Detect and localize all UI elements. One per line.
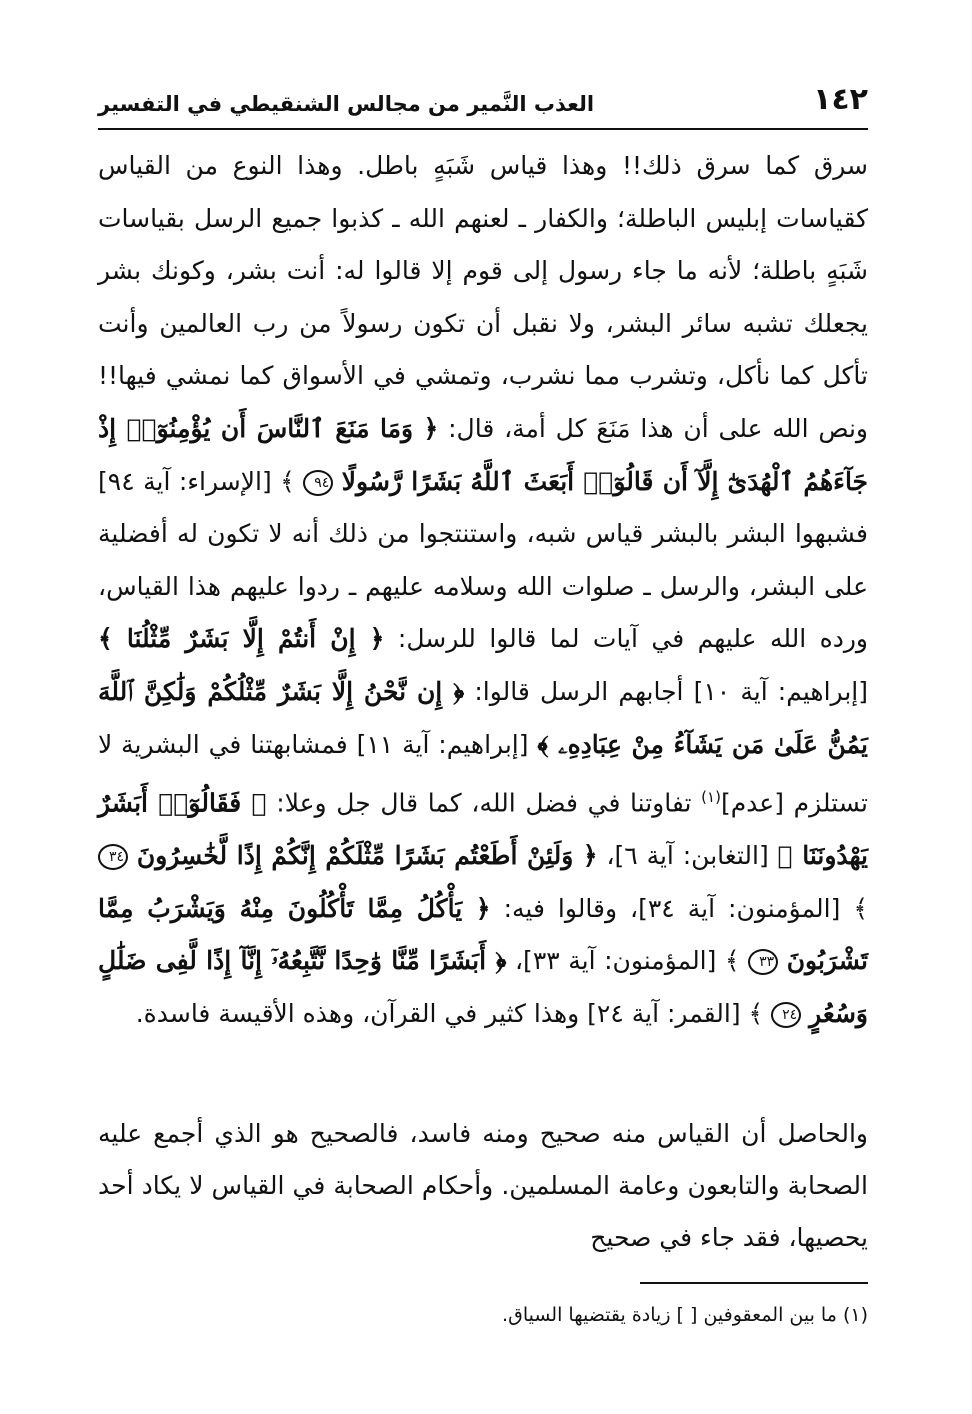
text-segment: ﴾ [القمر: آية ٢٤] وهذا كثير في القرآن، وهذه الأقيسة فاسدة. xyxy=(135,998,764,1028)
running-title: العذب النَّمير من مجالس الشنقيطي في التفسير xyxy=(98,92,595,116)
footnote-reference: (١) xyxy=(701,788,721,807)
quran-verse: ﴿ وَمَا مَنَعَ ٱلنَّاسَ أَن يُؤْمِنُوٓا۟ إِذْ جَآءَهُمُ ٱلْهُدَىٰٓ إِلَّآ أَن قَالُوٓا۟ أَبَعَثَ ٱللَّهُ بَشَرًا رَّسُولًا xyxy=(98,413,869,496)
text-segment: ﴾ [المؤمنون: آية ٣٤]، وقالوا فيه: xyxy=(503,893,869,923)
text-segment: سرق كما سرق ذلك!! وهذا قياس شَبَهٍ باطل. وهذا النوع من القياس كقياسات إبليس الباطلة؛ والكفار ـ لعنهم الله ـ كذبوا جميع الرسل بقياسات شَبَهٍ باطلة؛ لأنه ما جاء رسول إلى قوم إلا قالوا له: أنت بشر، وكونك بشر يجعلك تشبه سائر البشر، ولا نقبل أن تكون رسولاً من رب العالمين وأنت تأكل كما نأكل، وتشرب مما نشرب، وتمشي في الأسواق كما نمشي فيها!! ونص الله على أن هذا مَنَعَ كل أمة، قال: xyxy=(98,151,868,443)
text-segment: [التغابن: آية ٦]، xyxy=(606,841,769,871)
text-segment: [إبراهيم: آية ١١] فمشابهتنا في البشرية لا تستلزم [عدم] xyxy=(98,729,868,818)
page-header xyxy=(98,82,868,126)
paragraph-1 xyxy=(98,140,868,1040)
ayah-number-marker: ٣٣ xyxy=(748,949,778,975)
main-paragraph xyxy=(98,140,868,1040)
footnote: (١) ما بين المعقوفين [ ] زيادة يقتضيها السياق. xyxy=(502,1304,868,1326)
text-segment: ﴾ [الإسراء: آية ٩٤] فشبهوا البشر بالبشر قياس شبه، واستنتجوا من ذلك أنه لا تكون له أفضلية على البشر، والرسل ـ صلوات الله وسلامه عليهم ـ ردوا عليهم هذا القياس، ورده الله عليهم في آيات لما قالوا للرسل: xyxy=(98,466,868,654)
quran-verse: ﴿ أَبَشَرًا مِّنَّا وَٰحِدًا نَّتَّبِعُهُۥٓ إِنَّآ إِذًا لَّفِى ضَلَٰلٍ وَسُعُرٍ xyxy=(98,946,868,1028)
quran-verse: ﴿ يَأْكُلُ مِمَّا تَأْكُلُونَ مِنْهُ وَيَشْرَبُ مِمَّا تَشْرَبُونَ xyxy=(98,893,868,976)
ayah-number-marker: ٣٤ xyxy=(98,844,128,870)
header-rule xyxy=(98,128,868,130)
text-segment: ﴾ [المؤمنون: آية ٣٣]، xyxy=(514,946,740,976)
text-segment: [إبراهيم: آية ١٠] أجابهم الرسل قالوا: xyxy=(474,676,868,706)
footnote-rule xyxy=(640,1282,868,1284)
page-number: ١٤٢ xyxy=(813,82,868,117)
quran-verse: ﴿ إِن نَّحْنُ إِلَّا بَشَرٌ مِّثْلُكُمْ وَلَٰكِنَّ ٱللَّهَ يَمُنُّ عَلَىٰ مَن يَشَآءُ مِنْ عِبَادِهِۦ ﴾ xyxy=(98,676,868,759)
quran-verse: ﴿ وَلَئِنْ أَطَعْتُم بَشَرًا مِّثْلَكُمْ إِنَّكُمْ إِذًا لَّخَٰسِرُونَ xyxy=(136,841,598,871)
text-segment: تفاوتنا في فضل الله، كما قال جل وعلا: xyxy=(276,788,692,818)
quran-verse: ﴿ فَقَالُوٓا۟ أَبَشَرٌ يَهْدُونَنَا ﴾ xyxy=(98,788,868,871)
second-paragraph xyxy=(98,1108,868,1264)
quran-verse: ﴿ إِنْ أَنتُمْ إِلَّا بَشَرٌ مِّثْلُنَا ﴾ xyxy=(98,624,385,654)
ayah-number-marker: ٩٤ xyxy=(303,470,333,496)
ayah-number-marker: ٢٤ xyxy=(771,1002,801,1028)
paragraph-2: والحاصل أن القياس منه صحيح ومنه فاسد، فالصحيح هو الذي أجمع عليه الصحابة والتابعون وعامة المسلمين. وأحكام الصحابة في القياس لا يكاد أحد يحصيها، فقد جاء في صحيح xyxy=(98,1119,868,1252)
